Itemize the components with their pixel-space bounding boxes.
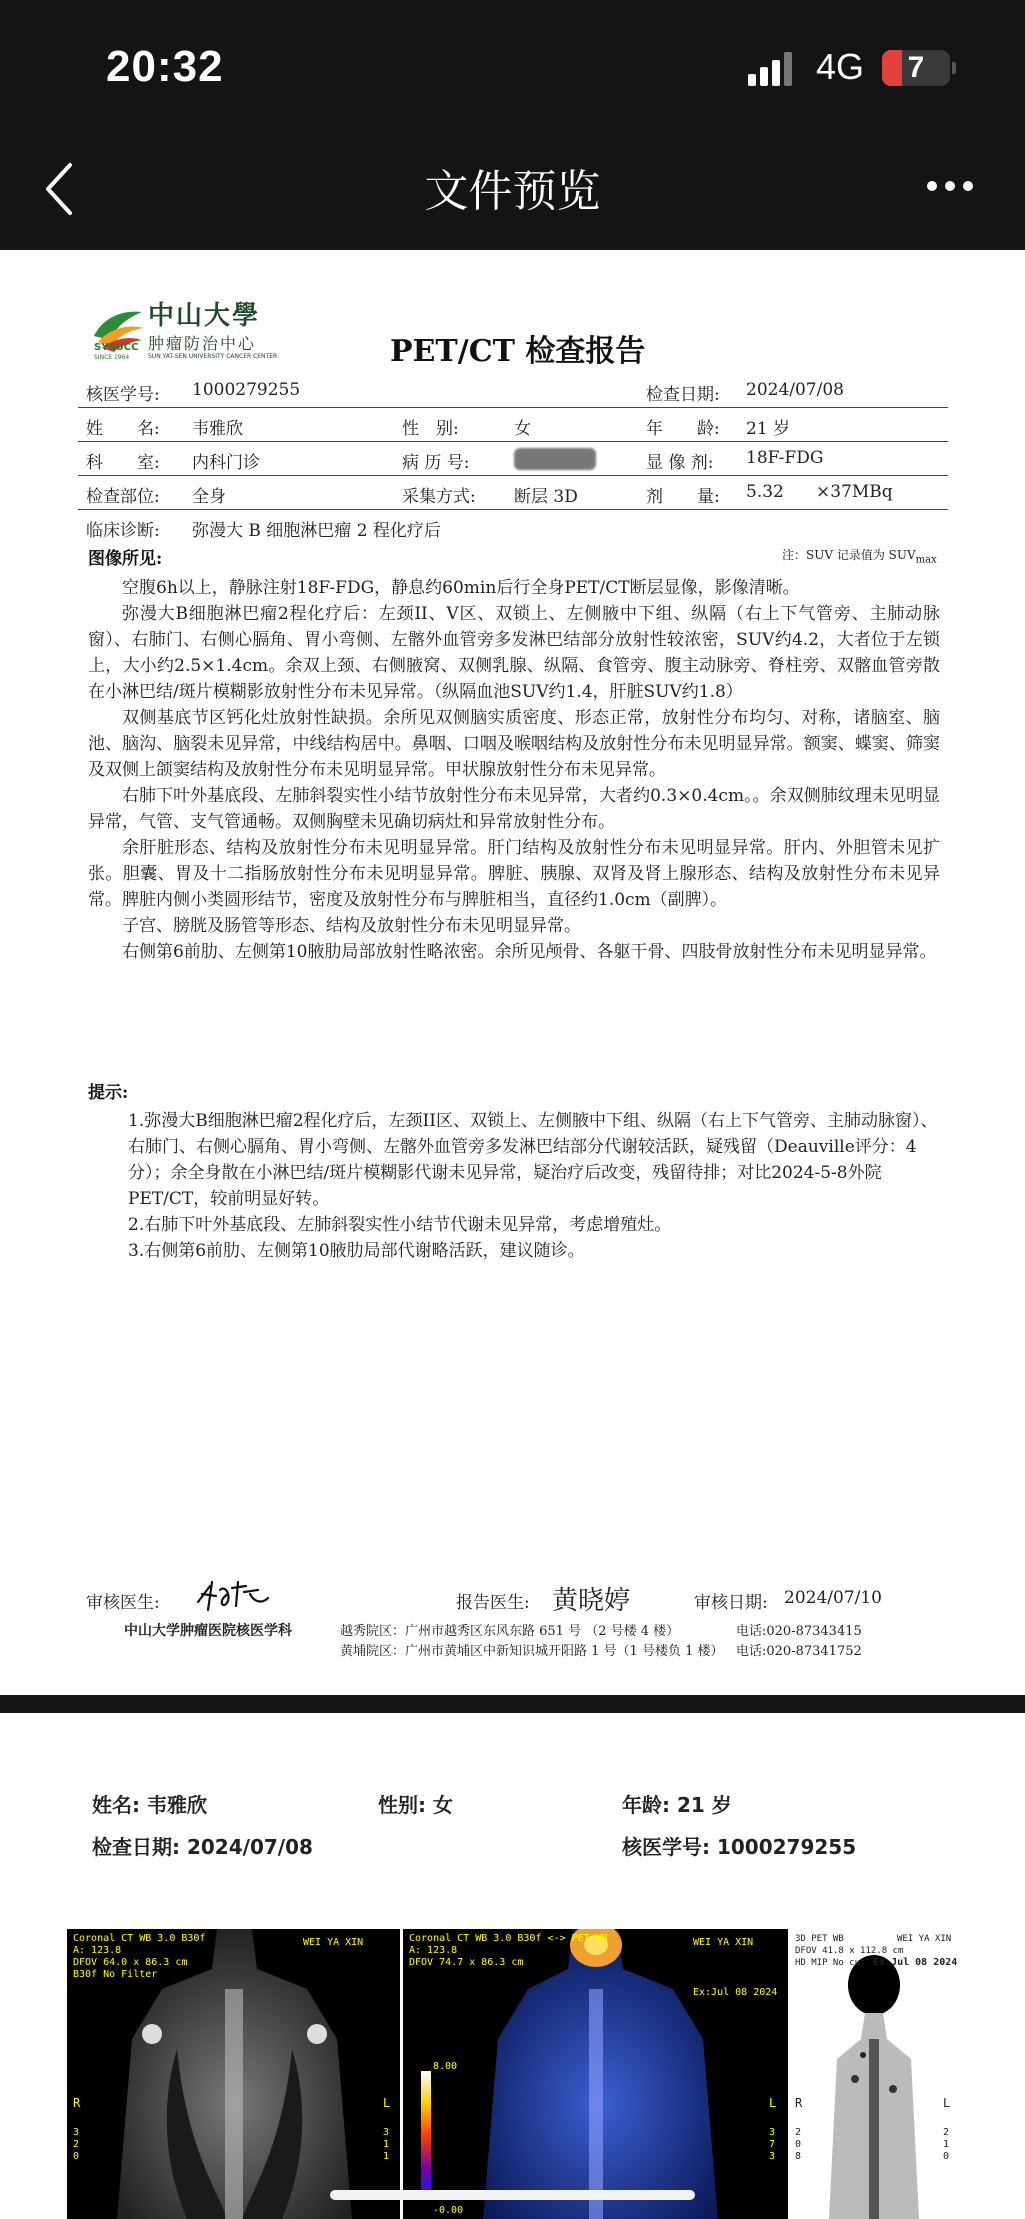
- scan-orient-r: R: [73, 2096, 81, 2110]
- info-value: 弥漫大 B 细胞淋巴瘤 2 程化疗后: [192, 521, 441, 541]
- scan-images-page[interactable]: [0, 1713, 1025, 2219]
- footer-address-1: 越秀院区：广州市越秀区东风东路 651 号 （2 号楼 4 楼）: [340, 1624, 680, 1639]
- p2-name: 姓名: 韦雅欣: [92, 1793, 207, 1817]
- info-label: 剂 量:: [646, 487, 720, 507]
- info-label: 采集方式:: [402, 487, 476, 507]
- scan-patient: WEI YA XIN: [303, 1937, 364, 1948]
- info-value: 韦雅欣: [192, 419, 243, 439]
- info-label: 科 室:: [86, 453, 160, 473]
- findings-paragraph: 弥漫大B细胞淋巴瘤2程化疗后：左颈II、V区、双锁上、左侧腋中下组、纵隔（右上下气管旁、主肺动脉窗）、右肺门、右侧心膈角、胃小弯侧、左髂外血管旁多发淋巴结部分放射性较浓密，SUV约4.2，大者位于左锁上，大小约2.5×1.4cm。余双上颈、右侧腋窝、双侧乳腺、纵隔、食管旁、腹主动脉旁、脊柱旁、双髂血管旁散在小淋巴结/斑片模糊影放射性分布未见异常。（纵隔血池SUV约1.4，肝脏SUV约1.8）: [88, 604, 940, 702]
- logo-since: SINCE 1964: [94, 354, 130, 361]
- findings-paragraph: 右侧第6前肋、左侧第10腋肋局部放射性略浓密。余所见颅骨、各躯干骨、四肢骨放射性分布未见明显异常。: [122, 942, 937, 962]
- scan-slice-r: 2 1 0: [943, 2127, 950, 2162]
- findings-paragraph: 双侧基底节区钙化灶放射性缺损。余所见双侧脑实质密度、形态正常，放射性分布均匀、对称，诸脑室、脑池、脑沟、脑裂未见异常，中线结构居中。鼻咽、口咽及喉咽结构及放射性分布未见明显异常。额窦、蝶窦、筛窦及双侧上颌窦结构及放射性分布未见明显异常。甲状腺放射性分布未见异常。: [88, 708, 940, 780]
- info-label: 年 龄:: [646, 419, 720, 439]
- scan-slice-l: 2 0 8: [795, 2127, 802, 2162]
- info-unit: ×37MBq: [816, 482, 893, 502]
- report-page[interactable]: [0, 250, 1025, 1695]
- scan-patient: WEI YA XIN: [897, 1934, 952, 1944]
- findings-paragraph: 空腹6h以上，静脉注射18F-FDG，静息约60min后行全身PET/CT断层显像，影像清晰。: [122, 578, 800, 598]
- pet-mip-scan[interactable]: [791, 1929, 957, 2219]
- scan-info: 3D PET WB DFOV 41.8 x 112.8 cm HD MIP No cut: [795, 1934, 904, 1968]
- suv-note: 注：SUV 记录值为 $SUV_{max}$: [782, 548, 937, 566]
- scan-orient-l: L: [769, 2096, 777, 2110]
- p2-sex: 性别: 女: [378, 1793, 453, 1817]
- status-bar: [0, 0, 1025, 135]
- mip-body-image: [791, 1929, 957, 2219]
- footer-dept: 中山大学肿瘤医院核医学科: [124, 1623, 292, 1639]
- findings-paragraph: 余肝脏形态、结构及放射性分布未见明显异常。肝门结构及放射性分布未见明显异常。肝内、外胆管未见扩张。胆囊、胃及十二指肠放射性分布未见明显异常。脾脏、胰腺、双肾及肾上腺形态、结构及放射性分布未见异常。脾脏内侧小类圆形结节，密度及放射性分布与脾脏相当，直径约1.0cm（副脾）。: [88, 838, 940, 910]
- info-row: [78, 442, 948, 476]
- scan-date: Ex:Jul 08 2024: [693, 1987, 778, 1998]
- scan-patient: WEI YA XIN: [693, 1937, 754, 1948]
- scan-orient-r: R: [795, 2096, 803, 2110]
- logo-english: SUN YAT-SEN UNIVERSITY CANCER CENTER: [148, 353, 278, 360]
- info-value: 女: [514, 419, 531, 439]
- scale-max: 8.00: [433, 2061, 458, 2072]
- scan-slice-r: 3 1 1: [383, 2127, 390, 2162]
- footer-phone-2: 电话:020-87341752: [736, 1644, 862, 1659]
- scan-panels: [67, 1929, 957, 2219]
- footer-phone-1: 电话:020-87343415: [736, 1624, 862, 1639]
- tip-item: 1.弥漫大B细胞淋巴瘤2程化疗后，左颈II区、双锁上、左侧腋中下组、纵隔（右上下气管旁、主肺动脉窗）、右肺门、右侧心膈角、胃小弯侧、左髂外血管旁多发淋巴结部分代谢较活跃，疑残留（Deauville评分：4分）；余全身散在小淋巴结/斑片模糊影代谢未见异常，疑治疗后改变，残留待排；对比2024-5-8外院PET/CT，较前明显好转。: [128, 1111, 938, 1209]
- nav-bar: [0, 135, 1025, 250]
- review-date: 2024/07/10: [784, 1588, 882, 1608]
- info-value: 全身: [192, 487, 226, 507]
- tip-item: 3.右侧第6前肋、左侧第10腋肋局部代谢略活跃，建议随诊。: [128, 1241, 585, 1261]
- info-label: 姓 名:: [86, 419, 160, 439]
- reporter-label: 报告医生:: [456, 1593, 530, 1613]
- petct-fused-scan[interactable]: [403, 1929, 788, 2219]
- scan-slice-r: 3 7 3: [769, 2127, 776, 2162]
- info-label: 性 别:: [402, 419, 459, 439]
- scan-info: Coronal CT WB 3.0 B30f <-> PET WB A: 123.8 DFOV 74.7 x 86.3 cm: [409, 1933, 608, 1968]
- logo-name: 中山大學: [148, 301, 261, 331]
- network-type: 4G: [816, 46, 865, 87]
- info-label: 检查日期:: [646, 385, 720, 405]
- page-title: 文件预览: [424, 166, 601, 217]
- scan-info: Coronal CT WB 3.0 B30f A: 123.8 DFOV 64.0 x 86.3 cm B30f No Filter: [73, 1933, 206, 1980]
- ct-coronal-scan[interactable]: [67, 1929, 400, 2219]
- p2-exam-date: 检查日期: 2024/07/08: [92, 1835, 313, 1859]
- battery-icon: [882, 50, 950, 86]
- signal-icon: [748, 52, 792, 86]
- info-value: 2024/07/08: [746, 380, 844, 400]
- p2-nuclear-id: 核医学号: 1000279255: [622, 1835, 857, 1859]
- footer-address-2: 黄埔院区：广州市黄埔区中新知识城开阳路 1 号（1 号楼负 1 楼）: [340, 1644, 724, 1659]
- tip-item: 2.右肺下叶外基底段、左肺斜裂实性小结节代谢未见异常，考虑增殖灶。: [128, 1215, 672, 1235]
- reviewer-signature-icon: [192, 1576, 272, 1616]
- info-value: 1000279255: [192, 380, 301, 400]
- scan-date: Ex:Jul 08 2024: [873, 1957, 957, 1968]
- ellipsis-icon[interactable]: [925, 179, 975, 193]
- tips-heading: 提示:: [88, 1083, 129, 1103]
- review-date-label: 审核日期:: [694, 1593, 768, 1613]
- info-row: [78, 408, 948, 442]
- reviewer-label: 审核医生:: [86, 1593, 160, 1613]
- info-value: 断层 3D: [514, 487, 578, 507]
- fused-body-image: [403, 1929, 788, 2219]
- scan-orient-l: L: [943, 2096, 951, 2110]
- scan-orient-l: L: [383, 2096, 391, 2110]
- battery-tip: [952, 62, 956, 74]
- scale-min: -0.00: [433, 2205, 464, 2216]
- report-title: PET/CT 检查报告: [390, 334, 646, 369]
- info-value: 5.32: [746, 482, 784, 502]
- info-value: 18F-FDG: [746, 448, 824, 468]
- findings-heading: 图像所见:: [88, 549, 163, 569]
- patient-info-table: [78, 374, 948, 543]
- info-label: 核医学号:: [86, 385, 160, 405]
- status-time: 20:32: [106, 42, 224, 91]
- info-label: 病 历 号:: [402, 453, 470, 473]
- info-row: [78, 510, 948, 543]
- scan-slice-l: 3 2 0: [73, 2127, 80, 2162]
- info-row: [78, 374, 948, 408]
- findings-paragraph: 右肺下叶外基底段、左肺斜裂实性小结节放射性分布未见异常，大者约0.3×0.4cm。。余双侧肺纹理未见明显异常，气管、支气管通畅。双侧胸壁未见确切病灶和异常放射性分布。: [88, 786, 940, 832]
- logo-subtitle: 肿瘤防治中心: [148, 334, 257, 353]
- home-indicator[interactable]: [330, 2190, 695, 2200]
- findings-body: [88, 575, 940, 965]
- info-value: 21 岁: [746, 419, 791, 439]
- tips-body: [128, 1108, 940, 1264]
- info-label: 临床诊断:: [86, 521, 160, 541]
- info-label: 检查部位:: [86, 487, 160, 507]
- reporter-name: 黄晓婷: [552, 1586, 631, 1616]
- p2-age: 年龄: 21 岁: [622, 1793, 732, 1817]
- page-divider: [0, 1695, 1025, 1713]
- findings-paragraph: 子宫、膀胱及肠管等形态、结构及放射性分布未见明显异常。: [122, 916, 581, 936]
- logo-abbr: SYSUCC: [94, 342, 139, 353]
- info-label: 显 像 剂:: [646, 453, 714, 473]
- redacted-record-number: [514, 448, 596, 470]
- signature-row: [84, 1580, 944, 1616]
- info-value: 内科门诊: [192, 453, 260, 473]
- battery-level: 7: [907, 51, 925, 84]
- info-row: [78, 476, 948, 510]
